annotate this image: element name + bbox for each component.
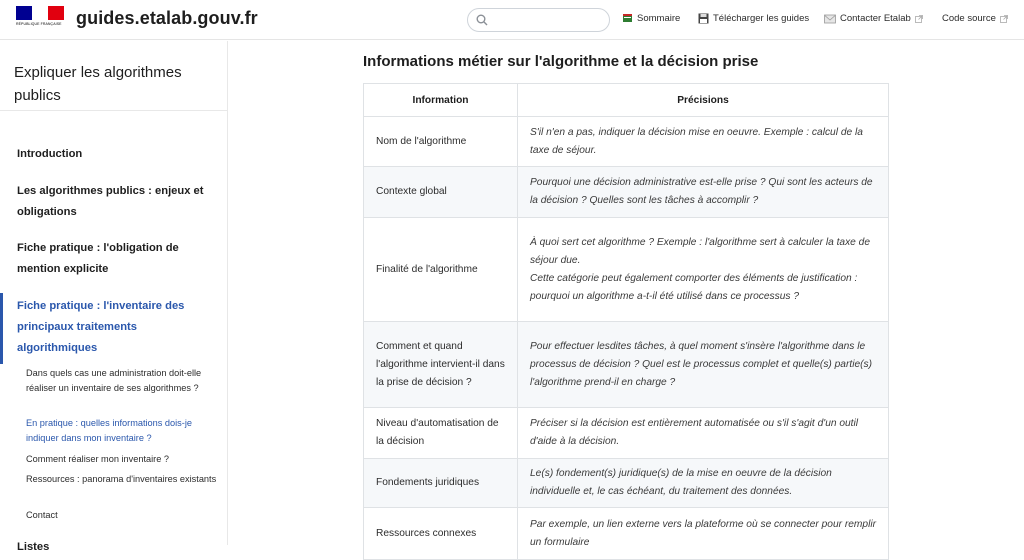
table-cell-info: Niveau d'automatisation de la décision [364, 408, 518, 459]
sidebar-item-cut[interactable]: Listes [17, 541, 50, 553]
sidebar-subitem[interactable]: Comment réaliser mon inventaire ? [26, 454, 169, 464]
table-row [364, 167, 889, 218]
search-icon [476, 14, 488, 26]
table-cell-info: Nom de l'algorithme [364, 117, 518, 167]
sidebar-item-inventaire[interactable]: Fiche pratique : l'inventaire des principaux traitements algorithmiques [17, 300, 185, 354]
table-row [364, 508, 889, 560]
table-cell-precision: Préciser si la décision est entièrement automatisée ou s'il s'agit d'un outil d'aide à la décision. [518, 408, 889, 459]
flag-icon [16, 6, 64, 20]
table-cell-precision: À quoi sert cet algorithme ? Exemple : l'algorithme sert à calculer la taxe de séjour due. Cette catégorie peut également comporter des éléments de justification : pourquoi un algorithme a-t-il été utilisé dans ce processus ? [518, 218, 889, 322]
top-header [0, 0, 1024, 40]
floppy-disk-icon [698, 13, 709, 24]
table-cell-info: Ressources connexes [364, 508, 518, 560]
nav-code-source[interactable] [942, 13, 1008, 24]
column-header: Précisions [518, 84, 889, 117]
table-cell-precision: Pourquoi une décision administrative est-elle prise ? Qui sont les acteurs de la décision ? Quelles sont les tâches à accomplir ? [518, 167, 889, 218]
nav-telecharger[interactable] [698, 13, 809, 24]
nav-label: Code source [942, 13, 996, 24]
sidebar-item-mention-explicite[interactable]: Fiche pratique : l'obligation de mention explicite [17, 242, 179, 275]
active-indicator [0, 293, 3, 364]
sidebar-subitem-active[interactable]: En pratique : quelles informations dois-je indiquer dans mon inventaire ? [26, 418, 192, 443]
table-row [364, 117, 889, 167]
logo-text: RÉPUBLIQUE FRANÇAISE [16, 22, 62, 26]
table-cell-precision: Le(s) fondement(s) juridique(s) de la mise en oeuvre de la décision individuelle et, le cas échéant, du traitement des données. [518, 459, 889, 508]
table-cell-info: Comment et quand l'algorithme intervient-il dans la prise de décision ? [364, 322, 518, 408]
sidebar-title[interactable]: Expliquer les algorithmes publics [14, 64, 182, 104]
nav-label: Contacter Etalab [840, 13, 911, 24]
table-row [364, 459, 889, 508]
external-link-icon [1000, 15, 1008, 23]
column-header: Information [364, 84, 518, 117]
book-icon [622, 13, 633, 24]
nav-sommaire[interactable] [622, 13, 680, 24]
sidebar-item-introduction[interactable]: Introduction [17, 148, 83, 160]
sidebar-subitem[interactable]: Contact [26, 510, 58, 520]
table-cell-info: Finalité de l'algorithme [364, 218, 518, 322]
envelope-icon [824, 14, 836, 24]
table-cell-precision: S'il n'en a pas, indiquer la décision mise en oeuvre. Exemple : calcul de la taxe de séjour. [518, 117, 889, 167]
info-table [363, 83, 889, 560]
table-row [364, 408, 889, 459]
nav-label: Sommaire [637, 13, 681, 24]
sidebar-divider [0, 110, 227, 111]
site-title[interactable]: guides.etalab.gouv.fr [76, 8, 258, 28]
table-cell-info: Contexte global [364, 167, 518, 218]
table-row [364, 322, 889, 408]
table-cell-info: Fondements juridiques [364, 459, 518, 508]
marianne-logo[interactable] [16, 6, 66, 34]
sidebar-subitem[interactable]: Dans quels cas une administration doit-elle réaliser un inventaire de ses algorithmes ? [26, 368, 202, 393]
table-cell-precision: Par exemple, un lien externe vers la plateforme où se connecter pour remplir un formulaire [518, 508, 889, 560]
sidebar-subitem[interactable]: Ressources : panorama d'inventaires existants [26, 474, 217, 484]
table-row [364, 218, 889, 322]
external-link-icon [915, 15, 923, 23]
nav-label: Télécharger les guides [713, 13, 810, 24]
section-heading: Informations métier sur l'algorithme et la décision prise [363, 53, 759, 70]
sidebar [0, 41, 228, 553]
search-input[interactable] [467, 8, 610, 32]
table-cell-precision: Pour effectuer lesdites tâches, à quel moment s'insère l'algorithme dans le processus de décision ? Quel est le processus complet et quelle(s) partie(s) l'algorithme prend-il en charge ? [518, 322, 889, 408]
sidebar-item-enjeux[interactable]: Les algorithmes publics : enjeux et obligations [17, 185, 204, 218]
nav-contacter[interactable] [824, 13, 923, 24]
